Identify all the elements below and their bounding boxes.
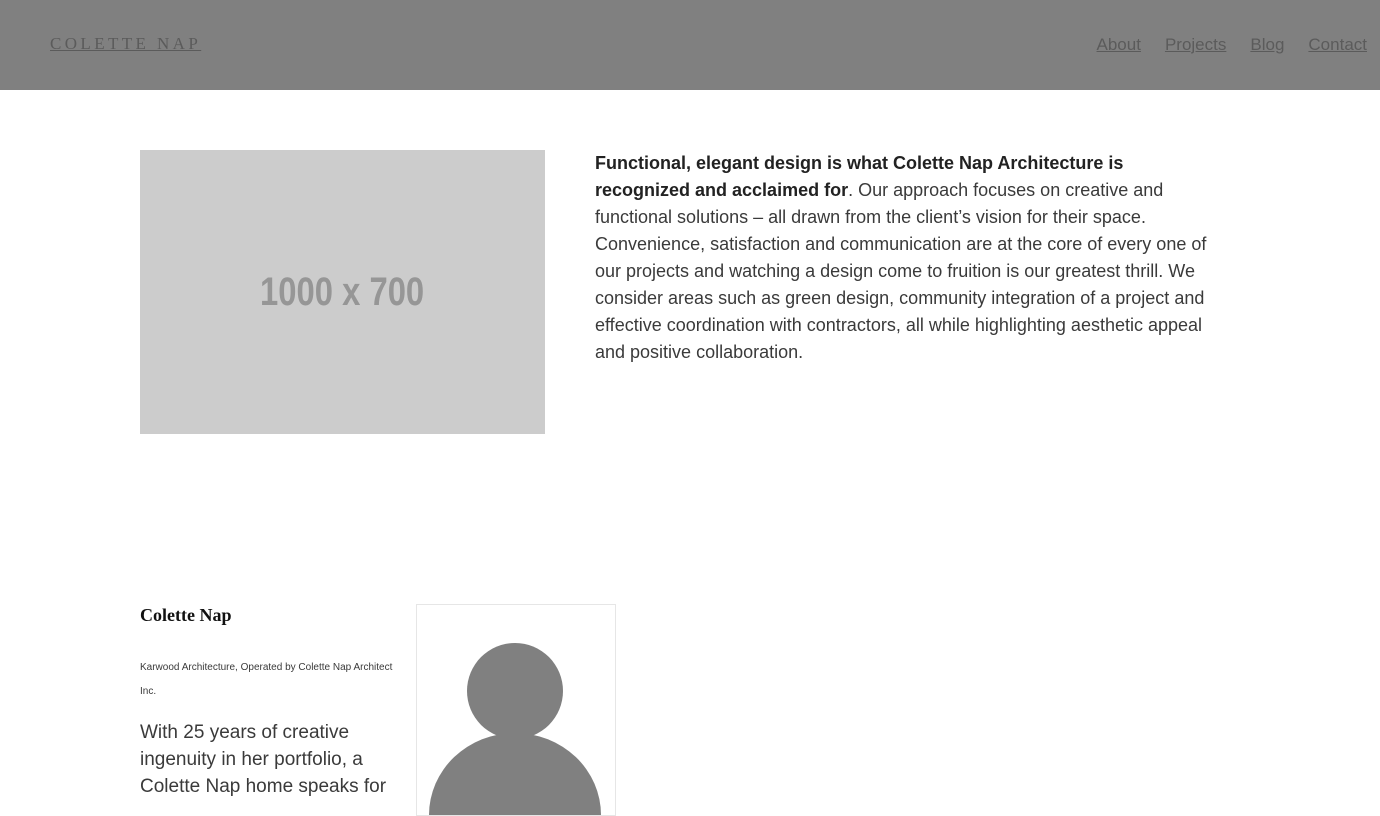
nav-contact[interactable]: Contact (1308, 35, 1367, 54)
site-logo-link[interactable]: COLETTE NAP (50, 34, 202, 53)
avatar (416, 604, 616, 816)
intro-bold-text: Functional, elegant design is what Colette Nap Architecture is recognized and acclaimed for (595, 153, 1124, 200)
site-header (0, 0, 1380, 90)
person-silhouette-icon (417, 605, 615, 815)
hero-placeholder-image (140, 150, 545, 434)
bio-text: With 25 years of creative ingenuity in her portfolio, a Colette Nap home speaks for (140, 722, 387, 797)
intro-body-text: . Our approach focuses on creative and functional solutions – all drawn from the client’s vision for their space. Convenience, satisfaction and communication are at the core of every one of our projects and watching a design come to fruition is our greatest thrill. We consider areas such as green design, community integration of a project and effective coordination with contractors, all while highlighting aesthetic appeal and positive collaboration. (595, 180, 1207, 362)
placeholder-dimensions-label: 1000 x 700 (260, 269, 425, 314)
bio-name: Colette Nap (140, 605, 232, 625)
nav-projects[interactable]: Projects (1164, 35, 1227, 54)
nav-about[interactable]: About (1096, 35, 1141, 54)
intro-paragraph (595, 150, 1220, 366)
bio-company: Karwood Architecture, Operated by Colette Nap Architect Inc. (140, 662, 393, 697)
nav-blog[interactable]: Blog (1250, 35, 1285, 54)
main-nav (1097, 35, 1367, 55)
